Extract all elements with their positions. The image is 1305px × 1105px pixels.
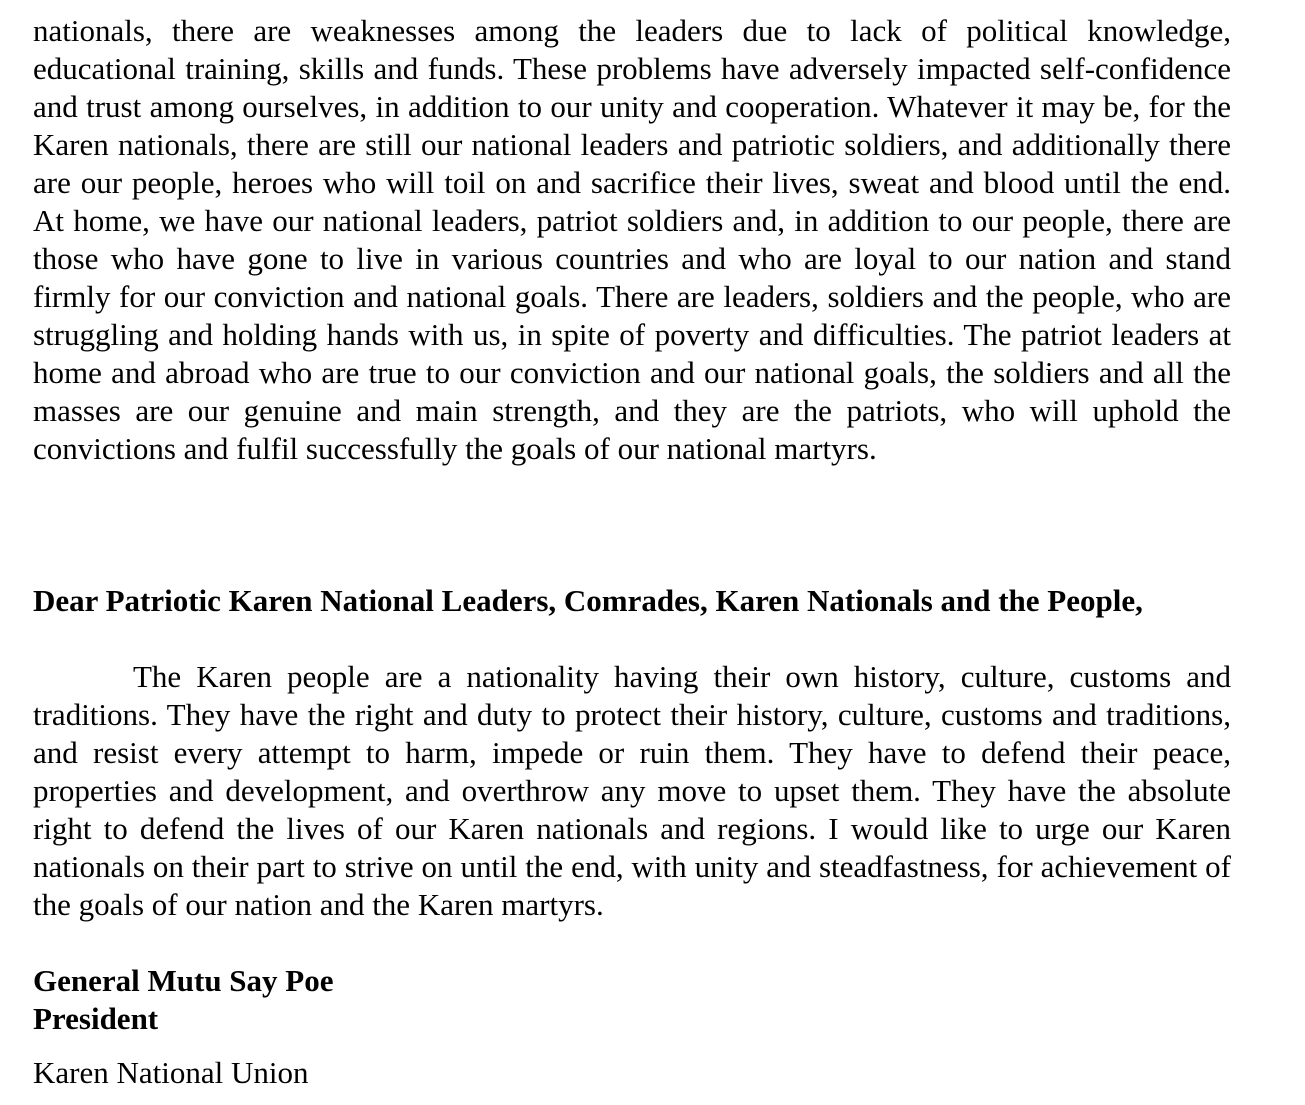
signatory-organization: Karen National Union — [33, 1055, 309, 1090]
salutation-heading: Dear Patriotic Karen National Leaders, Comrades, Karen Nationals and the People, — [33, 583, 1143, 618]
signatory-name: General Mutu Say Poe — [33, 963, 334, 998]
body-paragraph-1: nationals, there are weaknesses among the leaders due to lack of political knowledge, educational training, skills and funds. These problems have adversely impacted self-confidence and trust among ourselves, in addition to our unity and cooperation. Whatever it may be, for the Karen nationals, there are still our national leaders and patriotic soldiers, and additionally there are our people, heroes who will toil on and sacrifice their lives, sweat and blood until the end. At home, we have our national leaders, patriot soldiers and, in addition to our people, there are those who have gone to live in various countries and who are loyal to our nation and stand firmly for our conviction and national goals. There are leaders, soldiers and the people, who are struggling and holding hands with us, in spite of poverty and difficulties. The patriot leaders at home and abroad who are true to our conviction and our national goals, the soldiers and all the masses are our genuine and main strength, and they are the patriots, who will uphold the convictions and fulfil successfully the goals of our national martyrs. — [33, 13, 1231, 466]
body-paragraph-2: The Karen people are a nationality having their own history, culture, customs and traditions. They have the right and duty to protect their history, culture, customs and traditions, and resist every attempt to harm, impede or ruin them. They have to defend their peace, properties and development, and overthrow any move to upset them. They have the absolute right to defend the lives of our Karen nationals and regions. I would like to urge our Karen nationals on their part to strive on until the end, with unity and steadfastness, for achievement of the goals of our nation and the Karen martyrs. — [33, 659, 1231, 922]
signatory-title: President — [33, 1001, 159, 1036]
